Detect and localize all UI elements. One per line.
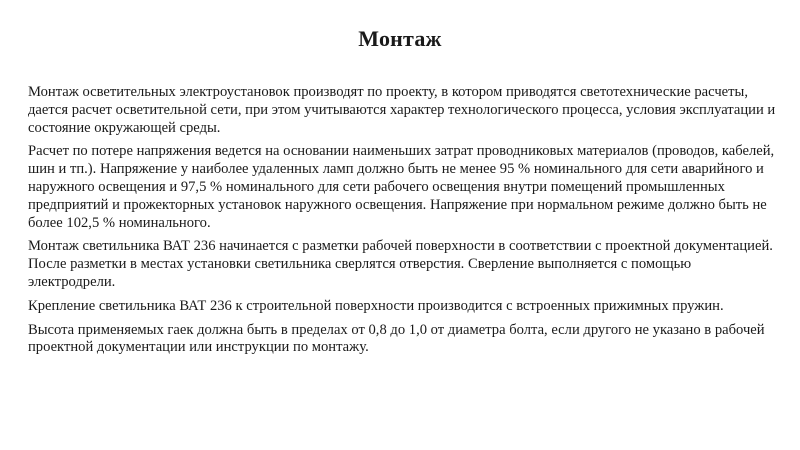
- paragraph-luminaire-marking: Монтаж светильника ВАТ 236 начинается с разметки рабочей поверхности в соответствии с проектной документацией. После разметки в местах установки светильника сверлятся отверстия. Сверление выполняется с помощью электродрели.: [28, 238, 773, 290]
- slide-title: Монтаж: [358, 26, 442, 51]
- paragraph-nut-height: Высота применяемых гаек должна быть в пределах от 0,8 до 1,0 от диаметра болта, если другого не указано в рабочей проектной документации или инструкции по монтажу.: [28, 321, 765, 356]
- paragraph-luminaire-fastening: Крепление светильника ВАТ 236 к строительной поверхности производится с встроенных прижимных пружин.: [28, 297, 724, 314]
- slide-body: [28, 84, 776, 363]
- paragraph-voltage-loss: Расчет по потере напряжения ведется на основании наименьших затрат проводниковых материалов (проводов, кабелей, шин и тп.). Напряжение у наиболее удаленных ламп должно быть не менее 95 % номинального для сети аварийного и наружного освещения и 97,5 % номинального для сети рабочего освещения внутри помещений промышленных предприятий и прожекторных установок наружного освещения. Напряжение при нормальном режиме должно быть не более 102,5 % номинального.: [28, 143, 775, 231]
- paragraph-installation-by-project: Монтаж осветительных электроустановок производят по проекту, в котором приводятся светотехнические расчеты, дается расчет осветительной сети, при этом учитываются характер технологического процесса, условия эксплуатации и состояние окружающей среды.: [28, 84, 776, 136]
